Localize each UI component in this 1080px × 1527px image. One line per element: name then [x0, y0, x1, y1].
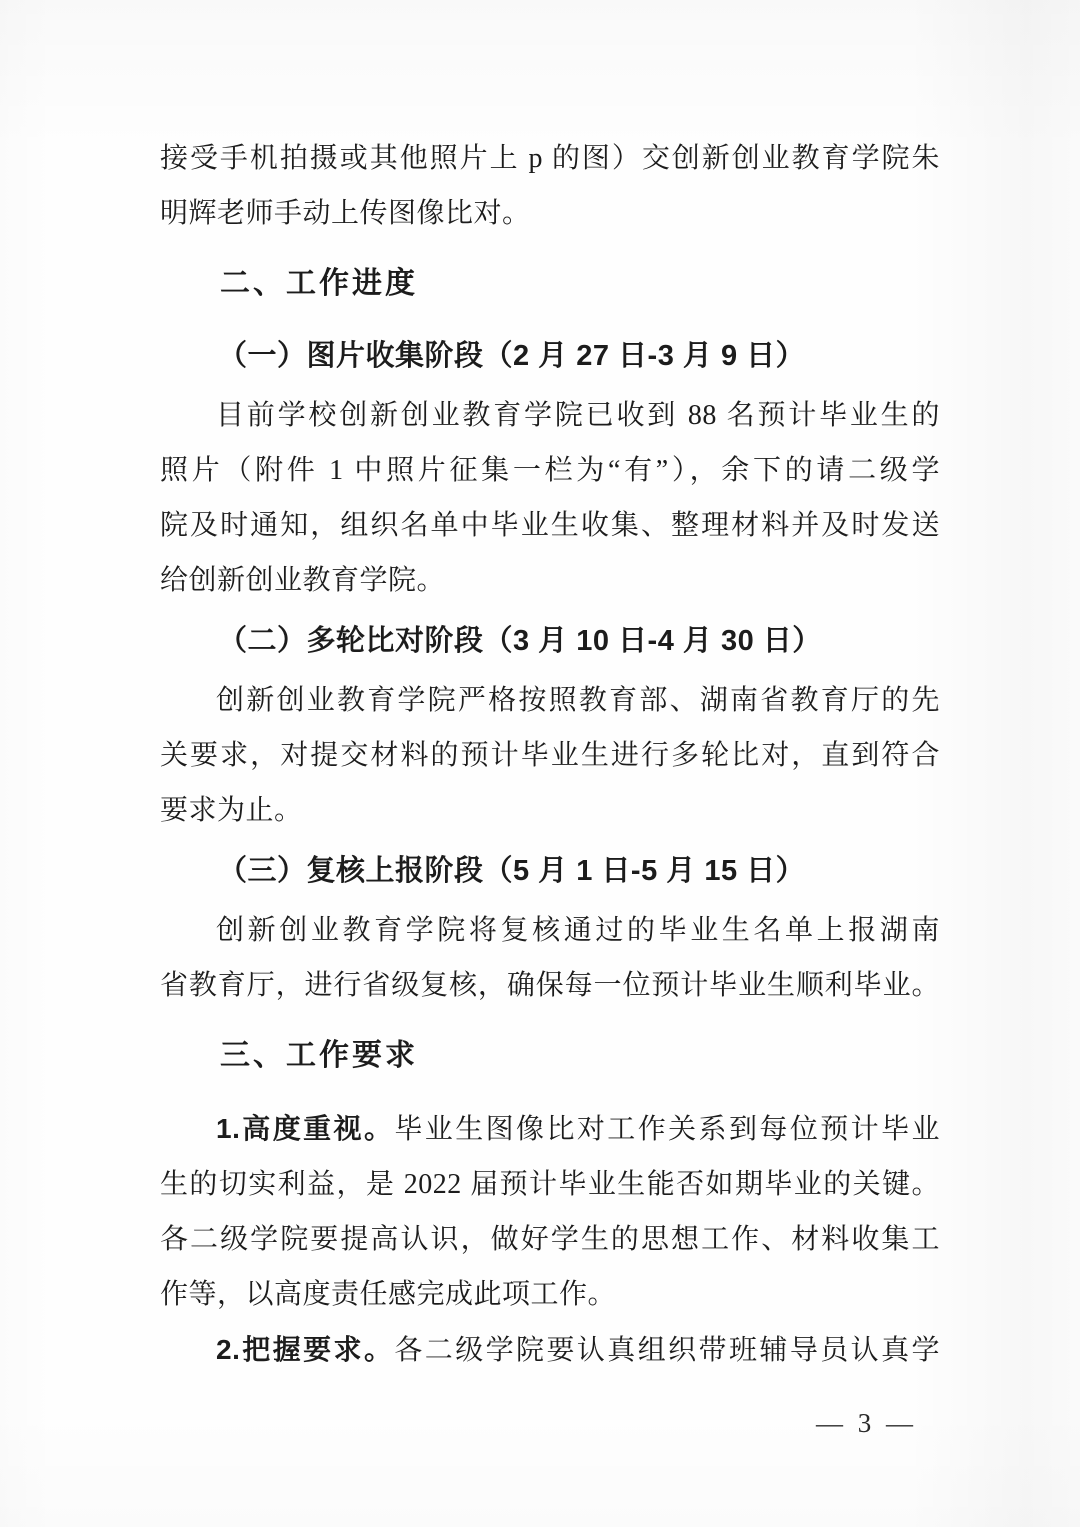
bold-run-in-text: 1.高度重视。	[216, 1113, 395, 1144]
paragraph-line	[160, 673, 940, 728]
text-segment: 要求为止。	[160, 795, 303, 826]
text-segment: 毕业生图像比对工作关系到每位预计毕业	[394, 1114, 940, 1145]
paragraph-line	[160, 186, 940, 241]
text-segment: 明辉老师手动上传图像比对。	[160, 198, 531, 229]
section-heading	[160, 1028, 940, 1083]
paragraph-line	[160, 728, 940, 783]
text-segment: 作等，以高度责任感完成此项工作。	[160, 1279, 617, 1310]
bold-run-in-text: （二）多轮比对阶段（3 月 10 日-4 月 30 日）	[218, 625, 822, 657]
subsection-heading	[160, 844, 940, 899]
page-number: — 3 —	[816, 1408, 917, 1438]
paragraph-line	[160, 553, 940, 608]
text-segment: 关要求，对提交材料的预计毕业生进行多轮比对，直到符合	[160, 740, 940, 771]
text-segment: 目前学校创新创业教育学院已收到 88 名预计毕业生的	[216, 400, 940, 431]
subsection-heading	[160, 329, 940, 384]
paragraph-line	[160, 903, 940, 958]
paragraph-line	[160, 388, 940, 443]
paragraph-line	[160, 1267, 940, 1322]
paragraph-line	[160, 1212, 940, 1267]
text-segment: 生的切实利益，是 2022 届预计毕业生能否如期毕业的关键。	[160, 1169, 940, 1200]
text-segment: 照片（附件 1 中照片征集一栏为“有”），余下的请二级学	[160, 455, 940, 486]
text-segment: 给创新创业教育学院。	[160, 565, 446, 596]
text-segment: 各二级学院要提高认识，做好学生的思想工作、材料收集工	[160, 1224, 940, 1255]
paragraph-line	[160, 1322, 940, 1378]
section-heading	[160, 256, 940, 311]
text-segment: 省教育厅，进行省级复核，确保每一位预计毕业生顺利毕业。	[160, 970, 940, 1001]
text-segment: 创新创业教育学院将复核通过的毕业生名单上报湖南	[216, 915, 940, 946]
bold-run-in-text: （三）复核上报阶段（5 月 1 日-5 月 15 日）	[218, 855, 806, 887]
bold-run-in-text: （一）图片收集阶段（2 月 27 日-3 月 9 日）	[218, 340, 806, 372]
paragraph-line	[160, 443, 940, 498]
bold-run-in-text: 三、工作要求	[220, 1039, 418, 1072]
paragraph-line	[160, 131, 940, 186]
paragraph-line	[160, 958, 940, 1013]
paragraph-line	[160, 783, 940, 838]
paragraph-line	[160, 1101, 940, 1157]
text-segment: 接受手机拍摄或其他照片上 p 的图）交创新创业教育学院朱	[160, 143, 940, 174]
text-segment: 院及时通知，组织名单中毕业生收集、整理材料并及时发送	[160, 510, 940, 541]
paragraph-line	[160, 1157, 940, 1212]
bold-run-in-text: 二、工作进度	[220, 267, 418, 300]
paragraph-line	[160, 498, 940, 553]
document-body	[160, 131, 940, 1378]
text-segment: 创新创业教育学院严格按照教育部、湖南省教育厅的先	[216, 685, 940, 716]
text-segment: 各二级学院要认真组织带班辅导员认真学	[394, 1335, 940, 1366]
subsection-heading	[160, 614, 940, 669]
bold-run-in-text: 2.把握要求。	[216, 1334, 395, 1365]
